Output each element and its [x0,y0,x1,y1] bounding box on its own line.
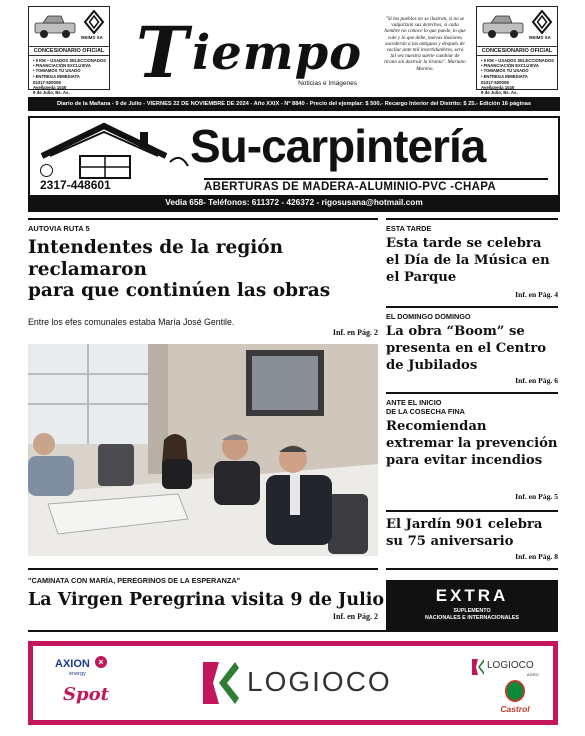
sidebar-kicker: EL DOMINGO DOMINGO [386,312,471,321]
list-item: • FINANCIACIÓN EXCLUSIVA [33,63,91,69]
castrol-word: Castrol [500,704,530,714]
carpinteria-tagline: ABERTURAS DE MADERA-ALUMINIO-PVC -CHAPA [204,178,548,193]
divider [386,306,558,308]
pickup-truck-icon [33,11,77,41]
main-story-headline[interactable] [28,237,378,302]
sidebar-headline[interactable]: El Jardín 901 celebra su 75 aniversario [386,517,543,549]
dealer-list [481,58,554,79]
sidebar-kicker: DE LA COSECHA FINA [386,407,465,416]
extra-title: EXTRA [435,586,509,605]
divider [386,510,558,512]
axion-x-icon: × [95,656,107,668]
extra-subtitle: NACIONALES E INTERNACIONALES [424,615,520,621]
house-roof-icon [40,122,190,180]
extra-supplement-box[interactable] [386,580,558,630]
sidebar-headline[interactable]: La obra “Boom” se presenta en el Centro de Jubilados [386,324,547,373]
dealer-contact [33,80,70,95]
virgen-story-kicker: "CAMINATA CON MARÍA, PEREGRINOS DE LA ESPERANZA" [28,576,241,585]
sidebar-page-ref: Inf. en Pág. 6 [515,376,558,385]
divider [28,218,378,220]
axion-sub: energy [69,671,86,677]
divider [386,218,558,220]
dealer-brand: REIMS SA [81,35,103,40]
axion-logo: AXION [55,658,90,670]
dealer-city: 9 de Julio, Bs. As. [481,90,518,95]
dealer-brand: REIMS SA [529,35,551,40]
carpinteria-phone: 2317-448601 [40,178,111,192]
car-dealer-ad-right[interactable] [476,6,558,95]
sidebar-headline[interactable]: Recomiendan extremar la prevención para evitar incendios [386,419,558,468]
sidebar-kicker: ESTA TARDE [386,224,432,233]
list-item: • 0 KM – USADOS SELECCIONADOS [481,58,554,63]
dealer-title: CONCESIONARIO OFICIAL [29,46,109,56]
renault-logo-icon [531,10,553,34]
pickup-truck-icon [481,11,525,41]
logo-subtitle: Noticias e Imágenes [298,80,357,87]
sidebar-story-boom[interactable] [386,312,558,392]
sidebar-page-ref: Inf. en Pág. 5 [515,492,558,501]
extra-subtitle: SUPLEMENTO [453,608,491,614]
logioco-mark-icon [471,658,485,676]
dealer-title: CONCESIONARIO OFICIAL [477,46,557,56]
sidebar-page-ref: Inf. en Pág. 4 [515,290,558,299]
sidebar-story-incendios[interactable] [386,398,558,508]
edition-info-bar: Diario de la Mañana - 9 de Julio - VIERNES 22 DE NOVIEMBRE DE 2024 - Año XXIX - Nº 8840 - Precio del ejemplar: $ 500.- Recargo Interior del Distrito: $ 25.- Edición 16 páginas [28,97,560,111]
car-dealer-ad-left[interactable] [28,6,110,95]
headline-line: Intendentes de la región [28,237,284,258]
spot-logo: Spot [63,684,109,705]
dealer-address: Avellaneda 1045 [33,85,67,90]
virgen-story-headline[interactable]: La Virgen Peregrina visita 9 de Julio [28,590,385,610]
sidebar-kicker: ANTE EL INICIO [386,398,442,407]
dealer-contact [481,80,518,95]
main-story-page-ref: Inf. en Pág. 2 [332,328,378,337]
list-item: • TOMAMOS TU USADO [481,68,529,74]
masthead-quote: "Si los pueblos no se ilustran, si no se vulgarizan sus derechos, si cada hombre no conoce lo que puede, lo que vale y lo que debe, nuevas ilusiones sucederán a las antiguas y después de vacilar ante mil incertidumbres, será tal vez nuestra suerte cambiar de tirano sin destruir la tiranía". Mariano Moreno. [384,16,466,72]
list-item: • ENTREGA INMEDIATA [481,73,528,79]
divider [386,392,558,394]
logo-rest: iempo [192,25,363,81]
dealer-list [33,58,106,79]
divider [28,568,378,570]
main-story-lede: Entre los efes comunales estaba María José Gentile. [28,317,235,327]
castrol-logo [495,680,535,720]
logioco-agro-logo [471,656,551,678]
dealer-city: 9 de Julio, Bs. As. [33,90,70,95]
logioco-agro-word: LOGIOCO [487,660,534,671]
sidebar-story-musica[interactable] [386,224,558,306]
logo-initial: T [136,11,189,94]
divider [386,568,558,570]
list-item: • TOMAMOS TU USADO [33,68,81,74]
renault-logo-icon [83,10,105,34]
meeting-photo [28,344,378,556]
headline-line: para que continúen las obras [28,280,331,301]
sidebar-story-jardin[interactable] [386,516,558,566]
dealer-address: Avellaneda 1045 [481,85,515,90]
sponsor-ad-banner[interactable] [28,641,558,725]
agro-label: AGRO [527,672,539,677]
list-item: • 0 KM – USADOS SELECCIONADOS [33,58,106,63]
whatsapp-icon [40,164,53,177]
carpinteria-contact-bar: Vedia 658- Teléfonos: 611372 - 426372 - rigosusana@hotmail.com [30,195,558,210]
virgen-story-page-ref: Inf. en Pág. 2 [332,612,378,621]
masthead [0,0,585,98]
list-item: • ENTREGA INMEDIATA [33,73,80,79]
dealer-phone: 02317-520008 [481,80,509,85]
headline-line: reclamaron [28,258,147,280]
dealer-phone: 02317-520008 [33,80,61,85]
carpinteria-ad[interactable] [28,116,560,212]
main-story-kicker: AUTOVIA RUTA 5 [28,224,90,233]
sidebar-headline[interactable]: Esta tarde se celebra el Día de la Música en el Parque [386,236,550,285]
castrol-badge-icon [505,680,525,702]
logioco-logo [201,658,411,708]
newspaper-logo[interactable] [130,11,365,94]
list-item: • FINANCIACIÓN EXCLUSIVA [481,63,539,69]
carpinteria-title: Su-carpintería [190,120,486,172]
sidebar-page-ref: Inf. en Pág. 8 [515,552,558,561]
logioco-word: LOGIOCO [247,666,392,697]
main-story-photo[interactable] [28,344,378,556]
divider [28,630,558,632]
logioco-mark-icon [201,660,239,706]
